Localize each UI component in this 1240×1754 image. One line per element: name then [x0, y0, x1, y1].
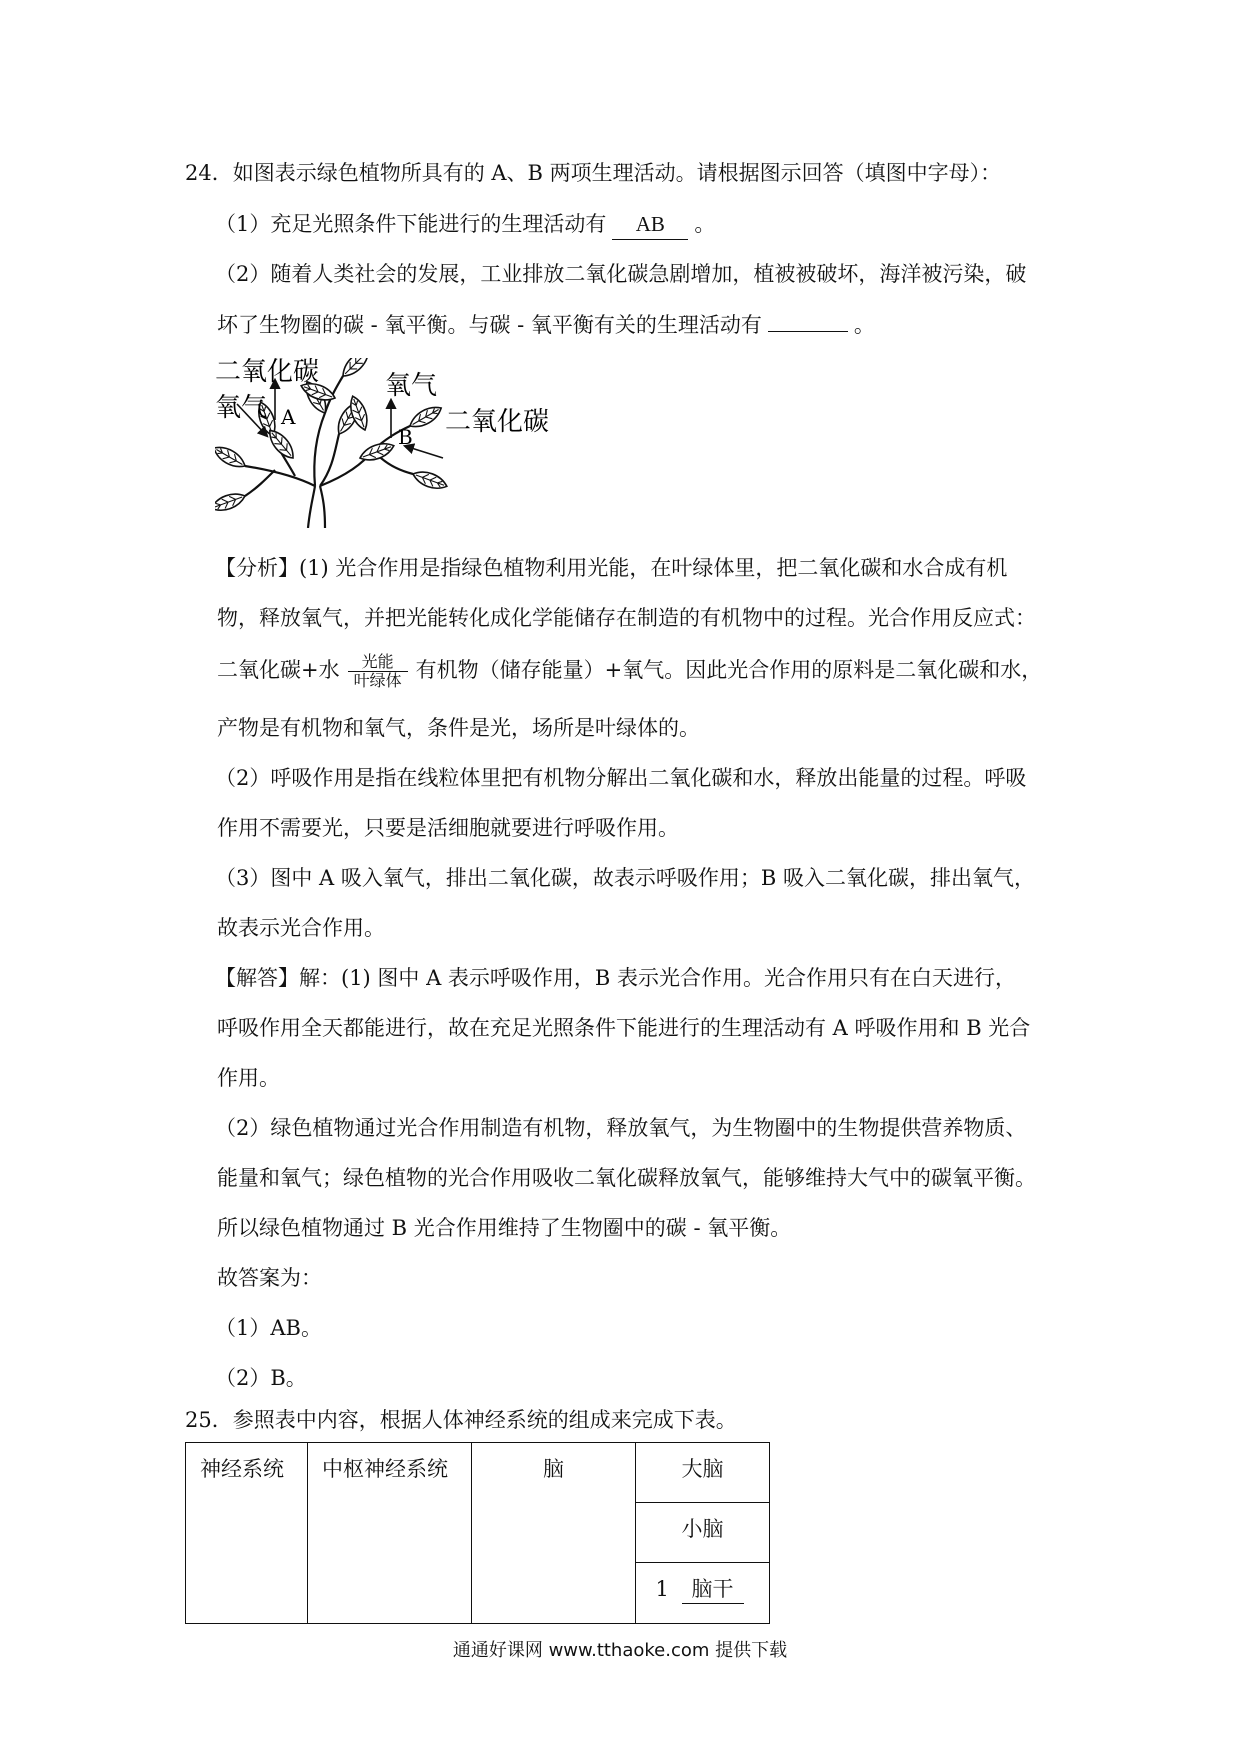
solution-line-9: （2）B。	[215, 1366, 307, 1390]
page-footer: 通通好课网 www.tthaoke.com 提供下载	[452, 1640, 788, 1661]
label-o2-left: 氧气	[215, 393, 268, 423]
solution-line-3: 作用。	[217, 1066, 280, 1090]
equation-condition-light: 光能	[348, 653, 408, 672]
analysis-line-5: （2）呼吸作用是指在线粒体里把有机物分解出二氧化碳和水，释放出能量的过程。呼吸	[215, 766, 1027, 790]
solution-line-7: 故答案为：	[217, 1266, 322, 1290]
analysis-line-7: （3）图中 A 吸入氧气，排出二氧化碳，故表示呼吸作用；B 吸入二氧化碳，排出氧气，	[215, 866, 1035, 890]
q24-sub1-text: （1）充足光照条件下能进行的生理活动有	[215, 212, 607, 236]
label-o2-right: 氧气	[385, 371, 438, 401]
plant-diagram	[215, 358, 585, 528]
label-co2-right: 二氧化碳	[445, 407, 550, 437]
q24-sub2-answer-blank[interactable]	[768, 309, 848, 332]
q24-sub1-end: 。	[694, 212, 716, 236]
analysis-line-8: 故表示光合作用。	[217, 916, 385, 940]
equation-left: 二氧化碳+水	[217, 658, 340, 682]
q24-sub2-line2	[217, 309, 875, 340]
analysis-line-4: 产物是有机物和氧气，条件是光，场所是叶绿体的。	[217, 716, 700, 740]
equation-arrow	[348, 653, 408, 690]
q24-stem: 24．如图表示绿色植物所具有的 A、B 两项生理活动。请根据图示回答（填图中字母）：	[185, 161, 1002, 185]
analysis-line-1: 【分析】(1) 光合作用是指绿色植物利用光能，在叶绿体里，把二氧化碳和水合成有机	[215, 556, 1008, 580]
q24-sub2-line1: （2）随着人类社会的发展，工业排放二氧化碳急剧增加，植被被破坏，海洋被污染，破	[215, 262, 1027, 286]
q24-sub1	[215, 209, 715, 240]
label-co2-left: 二氧化碳	[215, 358, 320, 387]
analysis-line-2: 物，释放氧气，并把光能转化成化学能储存在制造的有机物中的过程。光合作用反应式：	[217, 606, 1036, 630]
solution-line-6: 所以绿色植物通过 B 光合作用维持了生物圈中的碳 - 氧平衡。	[217, 1216, 792, 1240]
cell-central-nervous-system: 中枢神经系统	[308, 1443, 472, 1624]
label-a: A	[281, 405, 296, 429]
analysis-line-6: 作用不需要光，只要是活细胞就要进行呼吸作用。	[217, 816, 679, 840]
cell-brainstem	[636, 1562, 770, 1623]
q24-sub2-end: 。	[853, 313, 875, 337]
solution-line-4: （2）绿色植物通过光合作用制造有机物，释放氧气，为生物圈中的生物提供营养物质、	[215, 1116, 1027, 1140]
solution-line-5: 能量和氧气；绿色植物的光合作用吸收二氧化碳释放氧气，能够维持大气中的碳氧平衡。	[217, 1166, 1036, 1190]
q25-stem: 25．参照表中内容，根据人体神经系统的组成来完成下表。	[185, 1408, 737, 1432]
q24-sub2-text: 坏了生物圈的碳 - 氧平衡。与碳 - 氧平衡有关的生理活动有	[217, 313, 762, 337]
q24-sub1-answer-blank[interactable]: AB	[612, 209, 688, 240]
nervous-system-table	[185, 1442, 770, 1624]
solution-line-1: 【解答】解：(1) 图中 A 表示呼吸作用，B 表示光合作用。光合作用只有在白天进行，	[215, 966, 1017, 990]
cell-brain: 脑	[472, 1443, 636, 1624]
equation-condition-chloroplast: 叶绿体	[353, 671, 402, 690]
solution-line-8: （1）AB。	[215, 1316, 322, 1340]
solution-line-2: 呼吸作用全天都能进行，故在充足光照条件下能进行的生理活动有 A 呼吸作用和 B 光合	[217, 1016, 1031, 1040]
analysis-equation	[217, 653, 1042, 690]
cell-cerebrum: 大脑	[636, 1443, 770, 1503]
brainstem-number: 1	[655, 1576, 669, 1601]
brainstem-answer-blank[interactable]: 脑干	[682, 1573, 744, 1604]
equation-right: 有机物（储存能量）+氧气。因此光合作用的原料是二氧化碳和水，	[415, 658, 1043, 682]
cell-cerebellum: 小脑	[636, 1502, 770, 1562]
cell-nervous-system: 神经系统	[186, 1443, 308, 1624]
label-b: B	[398, 425, 413, 449]
